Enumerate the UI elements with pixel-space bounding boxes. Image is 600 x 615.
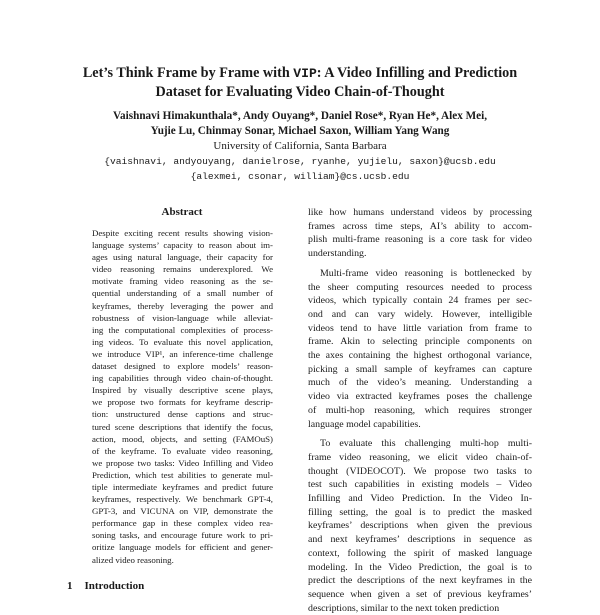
author-line: Yujie Lu, Chinmay Sonar, Michael Saxon, William Yang Wang bbox=[150, 125, 450, 137]
text-line: test such capabilities in existing models – Video bbox=[308, 479, 532, 491]
text-line: alized video reasoning. bbox=[92, 554, 174, 565]
text-line: like how humans understand videos by processing bbox=[308, 207, 532, 218]
text-line: ond and can vary widely. However, intelligible bbox=[308, 308, 532, 320]
abstract-body bbox=[92, 227, 273, 566]
text-line: frame. Akin to selecting principle components on bbox=[308, 336, 532, 348]
author-list bbox=[40, 109, 560, 139]
author-line: Vaishnavi Himakunthala*, Andy Ouyang*, Daniel Rose*, Ryan He*, Alex Mei, bbox=[112, 110, 488, 122]
text-line: context, following the spirit of masked language bbox=[308, 547, 532, 559]
text-line: Infilling and Video Prediction. In the Video In- bbox=[308, 493, 532, 505]
paragraph bbox=[308, 267, 532, 431]
text-line: quential understanding of a small number of bbox=[92, 288, 273, 299]
text-line: Inspired by visually descriptive scene plays, bbox=[92, 385, 273, 396]
text-line: videos, which typically contain 24 frames per sec- bbox=[308, 295, 532, 307]
paragraph bbox=[308, 206, 532, 261]
text-line: frames across time steps, AI’s ability to accom- bbox=[308, 220, 532, 232]
text-line: keyframes’ descriptions when given the previous bbox=[308, 520, 532, 532]
text-line: Multi-frame video reasoning is bottlenecked by bbox=[320, 267, 532, 279]
text-line: soning tasks, and encourage future work to pri- bbox=[92, 530, 273, 541]
text-line: motivate framing video reasoning as the se- bbox=[92, 276, 273, 287]
text-line: the sheer computing resources needed to process bbox=[308, 281, 532, 293]
section-number: 1 bbox=[67, 580, 73, 592]
text-line: language systems’ capacity to reason about im- bbox=[92, 240, 273, 251]
text-line: ages using natural language, their capacity for bbox=[92, 252, 273, 263]
title-line-2: Dataset for Evaluating Video Chain-of-Thought bbox=[155, 84, 445, 100]
text-line: much of the video’s meaning. Understanding a bbox=[308, 377, 532, 389]
affiliation: University of California, Santa Barbara bbox=[213, 140, 387, 152]
text-line: ing the computational complexities of process- bbox=[92, 324, 273, 335]
email-line: {vaishnavi, andyouyang, danielrose, ryanhe, yujielu, saxon}@ucsb.edu bbox=[104, 156, 496, 167]
text-line: tured scene descriptions that identify the focus, bbox=[92, 421, 273, 432]
text-line: filling setting, the goal is to predict the masked bbox=[308, 506, 532, 518]
text-line: and next keyframes’ descriptions in sequence as bbox=[308, 534, 532, 546]
text-line: modeling. In the Video Prediction, the goal is to bbox=[308, 561, 532, 573]
text-line: GPT-3, and VICUNA on VIP, demonstrate the bbox=[92, 506, 273, 517]
text-line: thought (VIDEOCOT). We propose two tasks to bbox=[308, 465, 532, 477]
text-line: sequence when given a set of previous keyframes’ bbox=[308, 588, 532, 600]
text-line: we introduce VIP¹, an inference-time challenge bbox=[92, 348, 273, 359]
text-line: action, mood, objects, and setting (FAMOuS) bbox=[92, 433, 273, 444]
text-line: dataset designed to explore models’ reason- bbox=[92, 361, 273, 372]
text-line: of the keyframe. To evaluate video reasoning, bbox=[92, 445, 273, 456]
paragraph bbox=[308, 437, 532, 615]
text-line: robustness of vision-language while alleviat- bbox=[92, 312, 273, 323]
text-line: picking a small sample of keyframes can capture bbox=[308, 363, 532, 375]
text-line: language model capabilities. bbox=[308, 418, 421, 430]
right-column-body bbox=[308, 206, 532, 615]
text-line: plish multi-frame reasoning is a core task for video bbox=[308, 234, 532, 246]
text-line: video reasoning remains underexplored. We bbox=[92, 264, 273, 275]
title-line-1 bbox=[40, 64, 560, 83]
text-line: oritize language models for efficient and gener- bbox=[92, 542, 273, 553]
text-line: tion: unstructured dense captions and struc- bbox=[92, 409, 273, 420]
text-line: performance gap in these complex video rea- bbox=[92, 518, 273, 529]
text-line: ing videos. To evaluate this novel application, bbox=[92, 336, 273, 347]
text-line: videos tend to have little variation from frame to bbox=[308, 322, 532, 334]
paper-title bbox=[40, 64, 560, 101]
text-line: understanding. bbox=[308, 248, 367, 260]
text-line: frame video reasoning, we elicit video chain-of- bbox=[308, 451, 532, 463]
text-line: predict the descriptions of the next keyframes in the bbox=[308, 575, 532, 587]
text-line: Despite exciting recent results showing vision- bbox=[92, 228, 273, 238]
email-block bbox=[40, 154, 560, 184]
section-title: Introduction bbox=[84, 580, 145, 592]
text-line: we propose two tasks: Video Infilling and Video bbox=[92, 457, 273, 468]
section-heading-introduction bbox=[67, 580, 144, 592]
text-line: video via extracted keyframes poses the challenge bbox=[308, 391, 532, 403]
email-line: {alexmei, csonar, william}@cs.ucsb.edu bbox=[190, 171, 410, 182]
title-text: : A Video Infilling and Prediction bbox=[316, 65, 518, 81]
text-line: keyframes, thereby leveraging the power and bbox=[92, 300, 273, 311]
text-line: Prediction, which test abilities to generate mul- bbox=[92, 469, 273, 480]
abstract-heading: Abstract bbox=[161, 206, 203, 218]
text-line: tiple intermediate keyframes and predict future bbox=[92, 481, 273, 492]
text-line: descriptions, similar to the next token prediction bbox=[308, 602, 500, 614]
title-text: Let’s Think Frame by Frame with bbox=[82, 65, 294, 81]
text-line: we propose two formats for keyframe descrip- bbox=[92, 397, 273, 408]
text-line: of multi-hop reasoning, which requires stronger bbox=[308, 404, 532, 416]
text-line: keyframes, respectively. We benchmark GPT-4, bbox=[92, 494, 273, 505]
text-line: To evaluate this challenging multi-hop multi- bbox=[320, 438, 532, 450]
text-line: ing capabilities through video chain-of-thought. bbox=[92, 373, 273, 384]
title-dataset-name: VIP bbox=[293, 66, 317, 81]
text-line: the axes containing the highest orthogonal variance, bbox=[308, 350, 532, 362]
